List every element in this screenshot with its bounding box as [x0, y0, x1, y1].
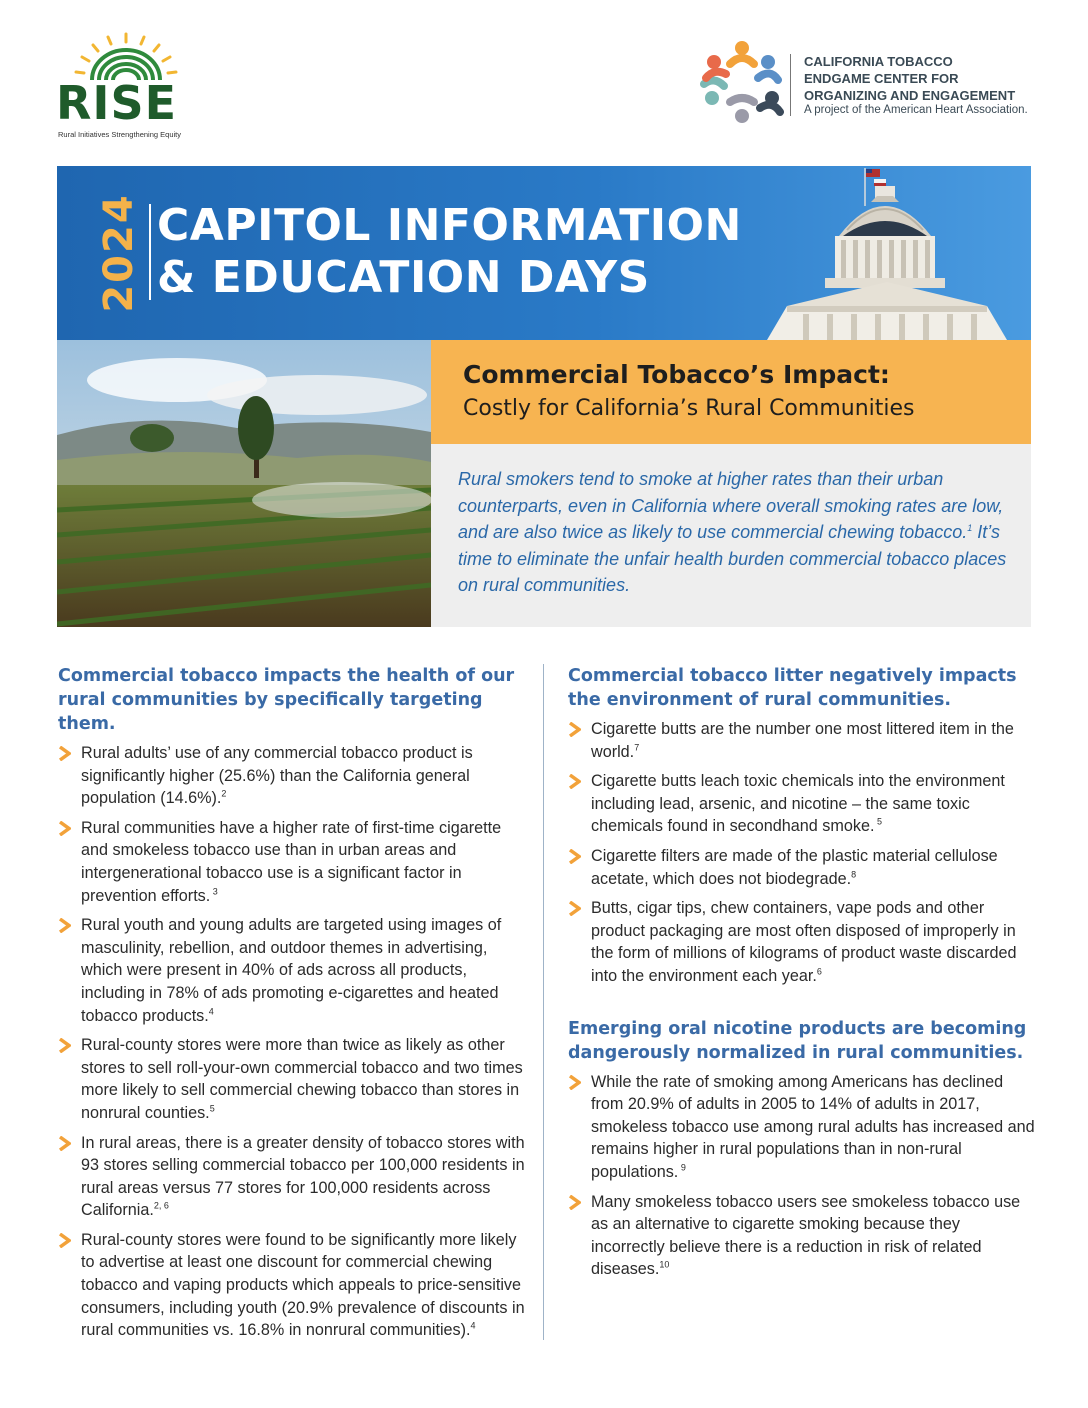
list-item: [58, 1034, 528, 1124]
intro-box: [431, 444, 1031, 627]
list-item: [568, 718, 1038, 763]
intro-text-part2: It’s time to eliminate the unfair health burden commercial tobacco places on rural communities.: [458, 522, 1007, 595]
logo-divider: [790, 54, 791, 116]
right-bullet-list-oral-nicotine: [568, 1071, 1038, 1281]
left-bullet-list: [58, 742, 528, 1342]
chevron-right-icon: [58, 821, 71, 836]
endgame-logo-line2: ENDGAME CENTER FOR: [804, 71, 959, 86]
people-circle-icon: [700, 40, 784, 126]
capitol-dome-image: [707, 166, 1031, 340]
chevron-right-icon: [58, 1038, 71, 1053]
chevron-right-icon: [568, 722, 581, 737]
bullet-text: Rural adults’ use of any commercial tobacco product is significantly higher (25.6%) than the California general population (14.6%).: [81, 744, 473, 808]
chevron-right-icon: [58, 918, 71, 933]
endgame-logo-subline: A project of the American Heart Association.: [804, 104, 1028, 116]
footnote-ref: 5: [874, 816, 882, 827]
chevron-right-icon: [568, 1075, 581, 1090]
banner-divider: [149, 204, 151, 300]
headline-box: [431, 340, 1031, 444]
banner-year: 2024: [96, 193, 142, 313]
list-item: [58, 914, 528, 1027]
column-divider: [543, 664, 544, 1340]
chevron-right-icon: [58, 1136, 71, 1151]
intro-paragraph: [458, 466, 1018, 599]
headline-subtitle: Costly for California’s Rural Communities: [463, 396, 915, 421]
list-item: [58, 742, 528, 810]
endgame-center-logo: [700, 40, 1040, 130]
bullet-text: Many smokeless tobacco users see smokeless tobacco use as an alternative to cigarette smoking because they incorrectly believe there is a reduction in risk of related diseases.: [591, 1192, 1021, 1279]
chevron-right-icon: [58, 1233, 71, 1248]
bullet-text: Cigarette butts are the number one most littered item in the world.: [591, 720, 1014, 761]
list-item: [58, 817, 528, 907]
right-column: [568, 664, 1038, 1288]
footnote-ref: 5: [209, 1103, 215, 1114]
rise-logo: [56, 32, 196, 140]
list-item: [568, 770, 1038, 838]
chevron-right-icon: [568, 774, 581, 789]
bullet-text: Butts, cigar tips, chew containers, vape pods and other product packaging are most often disposed of improperly in the form of millions of kilograms of product waste discarded into the environment each year.: [591, 899, 1017, 985]
bullet-text: In rural areas, there is a greater density of tobacco stores with 93 stores selling commercial tobacco per 100,000 residents in rural areas versus 77 stores for 100,000 residents across California.: [81, 1133, 525, 1220]
bullet-text: Cigarette butts leach toxic chemicals into the environment including lead, arsenic, and nicotine – the same toxic chemicals found in secondhand smoke.: [591, 772, 1005, 836]
footnote-ref: 4: [208, 1006, 214, 1017]
chevron-right-icon: [568, 901, 581, 916]
landscape-illustration: [57, 340, 431, 627]
title-banner: [57, 166, 1031, 340]
bullet-text: While the rate of smoking among Americans has declined from 20.9% of adults in 2005 to 14% of adults in 2017, smokeless tobacco use among rural adults has increased and remains higher in rural populations than in non-rural populations.: [591, 1072, 1035, 1181]
list-item: [568, 1071, 1038, 1184]
footnote-ref: 10: [659, 1259, 670, 1270]
intro-text-part1: Rural smokers tend to smoke at higher rates than their urban counterparts, even in California where overall smoking rates are low, and are also twice as likely to use commercial chewing tobacco.: [458, 469, 1004, 542]
bullet-text: Rural-county stores were found to be significantly more likely to advertise at least one discount for commercial chewing tobacco and vaping products which appeals to price-sensitive consumers, including youth (20.9% prevalence of discounts in rural communities vs. 16.8% in nonrural communities).: [81, 1230, 525, 1340]
vineyard-landscape-image: [57, 340, 431, 627]
list-item: [58, 1132, 528, 1222]
list-item: [568, 897, 1038, 987]
bullet-text: Rural communities have a higher rate of first-time cigarette and smokeless tobacco use than in urban areas and intergenerational tobacco use is a significant factor in prevention efforts.: [81, 818, 502, 905]
chevron-right-icon: [568, 849, 581, 864]
footnote-ref: 6: [816, 966, 822, 977]
bullet-text: Rural-county stores were more than twice as likely as other stores to sell roll-your-own commercial tobacco and two times more likely to sell commercial chewing tobacco than stores in nonrural counties.: [81, 1036, 523, 1122]
rise-wordmark: RISE: [56, 76, 178, 130]
left-column: [58, 664, 528, 1349]
bullet-text: Rural youth and young adults are targeted using images of masculinity, rebellion, and outdoor themes in advertising, which were present in 40% of ads across all products, including in 78% of ads promoting e-cigarettes and heated tobacco products.: [81, 916, 502, 1025]
intro-footnote-ref: 1: [967, 523, 973, 533]
footnote-ref: 7: [634, 742, 640, 753]
list-item: [568, 845, 1038, 890]
banner-title-line1: CAPITOL INFORMATION: [157, 200, 742, 251]
chevron-right-icon: [568, 1195, 581, 1210]
footnote-ref: 4: [470, 1320, 476, 1331]
headline-title: Commercial Tobacco’s Impact:: [463, 360, 890, 389]
footnote-ref: 2: [221, 788, 227, 799]
rise-tagline: Rural Initiatives Strengthening Equity: [58, 130, 181, 139]
endgame-logo-line1: CALIFORNIA TOBACCO: [804, 54, 953, 69]
footnote-ref: 8: [851, 869, 857, 880]
footnote-ref: 3: [210, 886, 218, 897]
chevron-right-icon: [58, 746, 71, 761]
right-section-heading-litter: Commercial tobacco litter negatively impacts the environment of rural communities.: [568, 666, 1017, 710]
endgame-logo-line3: ORGANIZING AND ENGAGEMENT: [804, 88, 1016, 103]
left-section-heading: Commercial tobacco impacts the health of our rural communities by specifically targeting them.: [58, 666, 515, 734]
footnote-ref: 9: [678, 1162, 686, 1173]
list-item: [58, 1229, 528, 1342]
right-section-heading-oral-nicotine: Emerging oral nicotine products are becoming dangerously normalized in rural communities.: [568, 1018, 1027, 1063]
right-bullet-list-litter: [568, 718, 1038, 988]
banner-title-line2: & EDUCATION DAYS: [157, 252, 650, 303]
footnote-ref: 2, 6: [153, 1200, 169, 1211]
bullet-text: Cigarette filters are made of the plastic material cellulose acetate, which does not biodegrade.: [591, 846, 998, 888]
list-item: [568, 1191, 1038, 1281]
